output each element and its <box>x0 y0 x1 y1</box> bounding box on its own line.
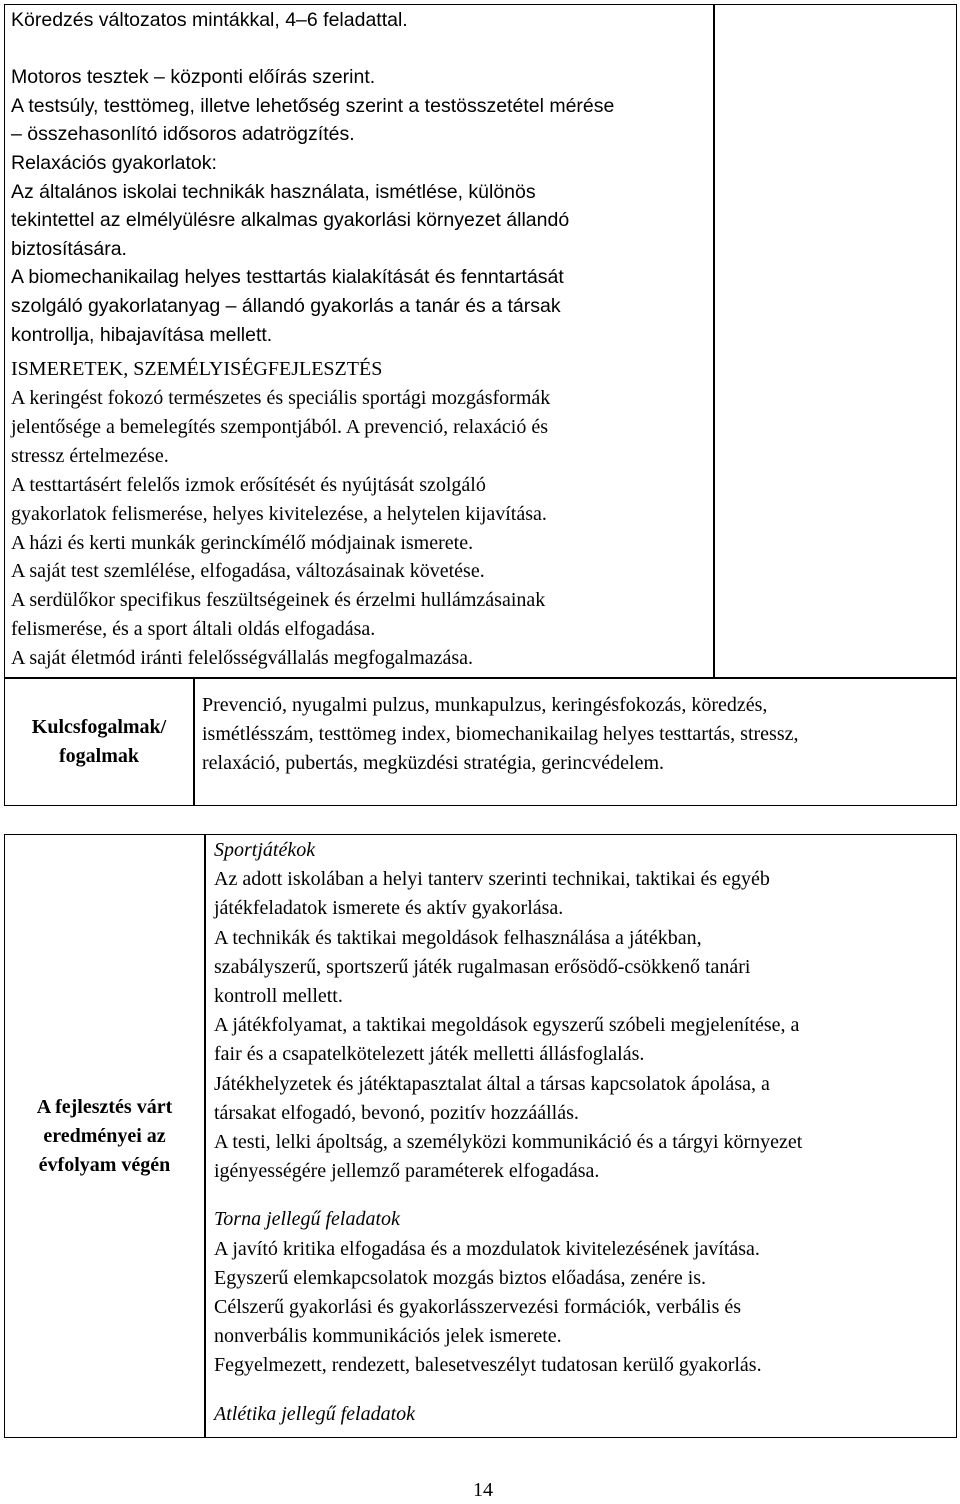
text-line: biztosítására. <box>11 237 127 260</box>
bottom-table-divider <box>204 834 206 1438</box>
text-line: tekintettel az elmélyülésre alkalmas gyakorlási környezet állandó <box>11 209 570 232</box>
text-line: ismétlésszám, testtömeg index, biomechanikailag helyes testtartás, stressz, <box>202 722 799 745</box>
text-line: A technikák és taktikai megoldások felhasználása a játékban, <box>214 926 702 949</box>
top-table-divider-lower <box>193 677 195 806</box>
text-line: szolgáló gyakorlatanyag – állandó gyakorlás a tanár és a társak <box>11 294 561 317</box>
text-line: gyakorlatok felismerése, helyes kivitelezése, a helytelen kijavítása. <box>11 502 547 525</box>
page-number: 14 <box>473 1479 493 1501</box>
knowledge-block <box>11 355 711 673</box>
text-line: Relaxációs gyakorlatok: <box>11 151 217 174</box>
text-line: játékfeladatok ismerete és aktív gyakorlása. <box>214 897 564 920</box>
key-concepts-cell <box>202 691 952 778</box>
text-line: nonverbális kommunikációs jelek ismerete. <box>214 1325 562 1348</box>
text-line: felismerése, és a sport általi oldás elfogadása. <box>11 618 376 641</box>
text-line: A testi, lelki ápoltság, a személyközi kommunikáció és a tárgyi környezet <box>214 1131 803 1154</box>
text-line: Célszerű gyakorlási és gyakorlásszervezési formációk, verbális és <box>214 1296 742 1319</box>
key-concepts-label: Kulcsfogalmak/ fogalmak <box>31 715 167 767</box>
text-line <box>11 35 711 64</box>
text-line: Motoros tesztek – központi előírás szerint. <box>11 66 376 89</box>
section-heading: Torna jellegű feladatok <box>214 1208 400 1231</box>
text-line: kontrollja, hibajavítása mellett. <box>11 323 273 346</box>
text-line: Az általános iskolai technikák használata, ismétlése, különös <box>11 180 536 203</box>
text-line: A saját életmód iránti felelősségvállalás megfogalmazása. <box>11 647 474 670</box>
text-line: Köredzés változatos mintákkal, 4–6 feladattal. <box>11 9 408 31</box>
text-line: A biomechanikailag helyes testtartás kialakítását és fenntartását <box>11 266 564 289</box>
text-line: A testsúly, testtömeg, illetve lehetőség szerint a testösszetétel mérése <box>11 94 615 117</box>
text-line: stressz értelmezése. <box>11 444 169 467</box>
section-heading: Atlétika jellegű feladatok <box>214 1402 416 1425</box>
text-line: A testtartásért felelős izmok erősítését és nyújtását szolgáló <box>11 473 486 496</box>
text-line: relaxáció, pubertás, megküzdési stratégia, gerincvédelem. <box>202 751 665 774</box>
text-line: Az adott iskolában a helyi tanterv szerinti technikai, taktikai és egyéb <box>214 868 770 891</box>
text-line: kontroll mellett. <box>214 985 343 1008</box>
text-line: A játékfolyamat, a taktikai megoldások egyszerű szóbeli megjelenítése, a <box>214 1014 800 1037</box>
expected-results-label: A fejlesztés várt eredményei az évfolyam végén <box>36 1095 173 1176</box>
text-line: A keringést fokozó természetes és speciális sportági mozgásformák <box>11 387 551 410</box>
expected-results-cell <box>214 836 954 1429</box>
section-gap <box>214 1381 954 1400</box>
text-line: Játékhelyzetek és játéktapasztalat által a társas kapcsolatok ápolása, a <box>214 1072 770 1095</box>
text-line: ISMERETEK, SZEMÉLYISÉGFEJLESZTÉS <box>11 358 383 381</box>
text-line: A serdülőkor specifikus feszültségeinek és érzelmi hullámzásainak <box>11 589 546 612</box>
activities-sans-block <box>11 6 711 349</box>
text-line: társakat elfogadó, bevonó, pozitív hozzáállás. <box>214 1101 579 1124</box>
text-line: igényességére jellemző paraméterek elfogadása. <box>214 1160 600 1183</box>
section-heading: Sportjátékok <box>214 839 316 861</box>
text-line: jelentősége a bemelegítés szempontjából. A prevenció, relaxáció és <box>11 415 549 438</box>
text-line: Egyszerű elemkapcsolatok mozgás biztos előadása, zenére is. <box>214 1266 707 1289</box>
text-line: – összehasonlító idősoros adatrögzítés. <box>11 123 355 146</box>
section-gap <box>214 1186 954 1205</box>
text-line: fair és a csapatelkötelezett játék melletti állásfoglalás. <box>214 1043 645 1066</box>
text-line: Fegyelmezett, rendezett, balesetveszélyt tudatosan kerülő gyakorlás. <box>214 1354 762 1377</box>
text-line: szabályszerű, sportszerű játék rugalmasan erősödő-csökkenő tanári <box>214 955 751 978</box>
text-line: A házi és kerti munkák gerinckímélő módjainak ismerete. <box>11 531 474 554</box>
top-table-divider-upper <box>713 4 715 677</box>
text-line: A saját test szemlélése, elfogadása, változásainak követése. <box>11 560 485 583</box>
text-line: A javító kritika elfogadása és a mozdulatok kivitelezésének javítása. <box>214 1237 760 1260</box>
activities-cell <box>11 6 711 673</box>
text-line: Prevenció, nyugalmi pulzus, munkapulzus, keringésfokozás, köredzés, <box>202 694 768 716</box>
